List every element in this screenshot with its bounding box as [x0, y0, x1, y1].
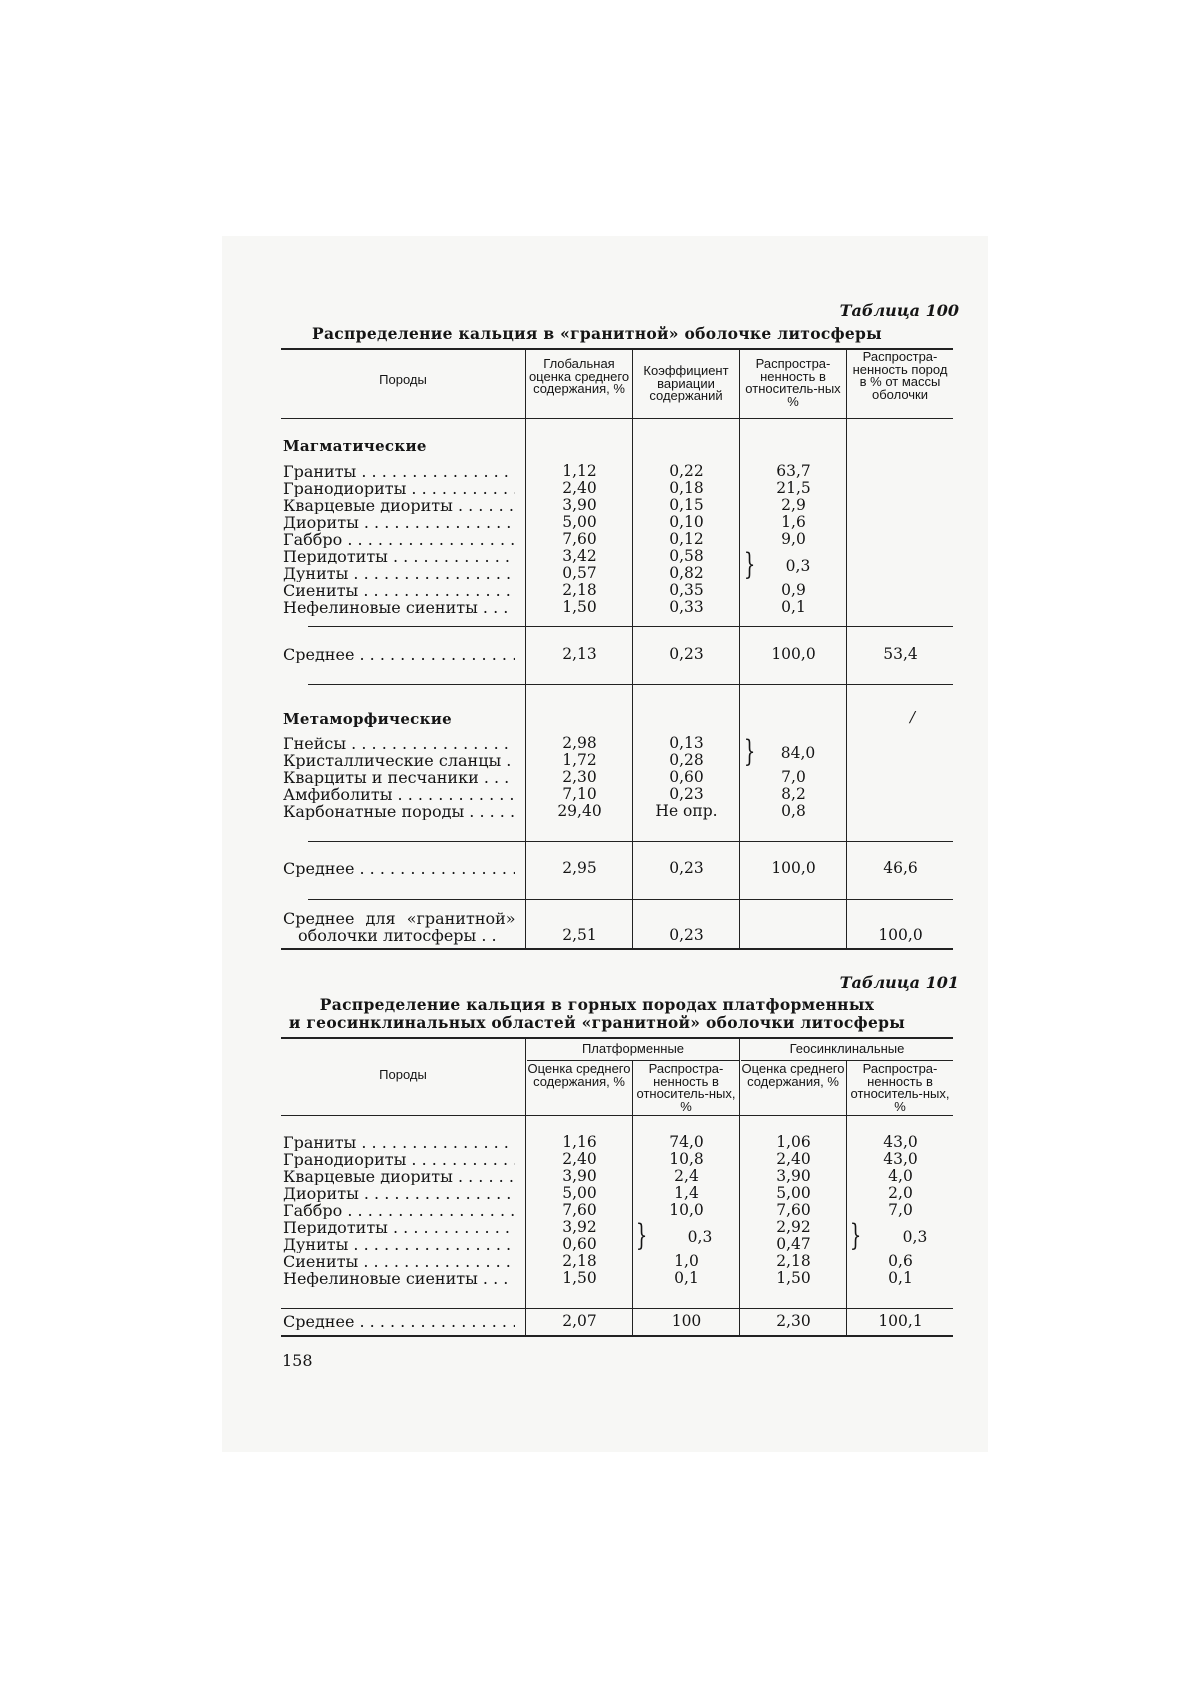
table-row — [283, 735, 953, 752]
global-value: 7,60 — [562, 530, 597, 548]
geosyn-abundance: 7,0 — [888, 1201, 913, 1219]
geosyn-estimate: 7,60 — [776, 1201, 811, 1219]
header-mass-abundance: Распростра-ненность пород в % от массы оболочки — [852, 349, 948, 402]
geosyn-abundance: 43,0 — [883, 1133, 918, 1151]
header-platform-estimate: Оценка среднего содержания, % — [527, 1061, 631, 1089]
platform-abundance: 2,4 — [674, 1167, 699, 1185]
coef-value: 0,82 — [669, 564, 704, 582]
table-100-number: Таблица 100 — [839, 301, 959, 320]
table-row — [283, 803, 953, 820]
average-label: Среднее . . . — [283, 1313, 515, 1330]
brace-icon: } — [849, 1218, 862, 1253]
rel-value: 0,8 — [781, 802, 806, 820]
rock-name: Граниты . . . — [283, 463, 515, 480]
rock-name: Дуниты . . . — [283, 1236, 515, 1253]
global-value: 5,00 — [562, 513, 597, 531]
group-title-magmatic: Магматические — [283, 437, 427, 455]
table-101-title-line1: Распределение кальция в горных породах платформенных — [319, 995, 875, 1014]
coef-value: 0,18 — [669, 479, 704, 497]
geosyn-abundance: 0,6 — [888, 1252, 913, 1270]
rel-value: 2,9 — [781, 496, 806, 514]
geosyn-estimate: 2,18 — [776, 1252, 811, 1270]
coef-value: 0,15 — [669, 496, 704, 514]
brace-value: 0,3 — [785, 557, 811, 575]
geosyn-abundance: 2,0 — [888, 1184, 913, 1202]
coef-value: 0,22 — [669, 462, 704, 480]
platform-estimate: 5,00 — [562, 1184, 597, 1202]
header-rocks: Породы — [379, 372, 427, 387]
brace-value: 84,0 — [780, 744, 816, 762]
rel-value: 9,0 — [781, 530, 806, 548]
rel-value: 63,7 — [776, 462, 811, 480]
total-label-line1: Среднее для «гранитной» — [283, 909, 516, 928]
global-value: 1,12 — [562, 462, 597, 480]
rock-name: Перидотиты . . . — [283, 1219, 515, 1236]
platform-estimate: 2,40 — [562, 1150, 597, 1168]
platform-abundance: 10,8 — [669, 1150, 704, 1168]
platform-abundance: 100 — [671, 1312, 702, 1330]
table-row — [283, 565, 953, 582]
global-value: 7,10 — [562, 785, 597, 803]
global-value: 29,40 — [557, 802, 602, 820]
brace-icon: } — [743, 734, 756, 769]
page-number: 158 — [282, 1351, 313, 1370]
rel-value: 1,6 — [781, 513, 806, 531]
geosyn-abundance: 0,1 — [888, 1269, 913, 1287]
platform-estimate: 3,92 — [562, 1218, 597, 1236]
coef-value: 0,35 — [669, 581, 704, 599]
platform-abundance: 1,0 — [674, 1252, 699, 1270]
table-row — [283, 599, 953, 616]
table-row — [283, 514, 953, 531]
platform-estimate: 2,07 — [562, 1312, 597, 1330]
rock-name: Сиениты . . . — [283, 582, 515, 599]
rock-name: Кварциты и песчаники . . . — [283, 769, 515, 786]
table-row — [283, 786, 953, 803]
geosyn-estimate: 0,47 — [776, 1235, 811, 1253]
platform-estimate: 7,60 — [562, 1201, 597, 1219]
rock-name: Сиениты . . . — [283, 1253, 515, 1270]
global-value: 2,18 — [562, 581, 597, 599]
coef-value: 0,12 — [669, 530, 704, 548]
platform-estimate: 1,16 — [562, 1133, 597, 1151]
table-row — [283, 548, 953, 565]
header-relative-abundance: Распростра-ненность в относитель-ных % — [745, 356, 841, 409]
mass-value: 100,0 — [878, 926, 923, 944]
geosyn-abundance: 4,0 — [888, 1167, 913, 1185]
table-row-average — [283, 1313, 953, 1330]
rock-name: Дуниты . . . — [283, 565, 515, 582]
rock-name: Кварцевые диориты . . . — [283, 497, 515, 514]
rock-name: Кварцевые диориты . . . — [283, 1168, 515, 1185]
coef-value: 0,28 — [669, 751, 704, 769]
platform-estimate: 2,18 — [562, 1252, 597, 1270]
platform-estimate: 0,60 — [562, 1235, 597, 1253]
platform-abundance: 74,0 — [669, 1133, 704, 1151]
average-label: Среднее . . . — [283, 646, 515, 663]
header-geosyn-estimate: Оценка среднего содержания, % — [741, 1061, 845, 1089]
rock-name: Нефелиновые сиениты . . . — [283, 1270, 515, 1287]
coef-value: 0,33 — [669, 598, 704, 616]
rel-value: 21,5 — [776, 479, 811, 497]
rock-name: Перидотиты . . . — [283, 548, 515, 565]
header-global-estimate: Глобальная оценка среднего содержания, % — [528, 356, 630, 396]
global-value: 2,13 — [562, 645, 597, 663]
global-value: 2,30 — [562, 768, 597, 786]
geosyn-abundance: 100,1 — [878, 1312, 923, 1330]
geosyn-estimate: 2,92 — [776, 1218, 811, 1236]
rel-value: 0,1 — [781, 598, 806, 616]
platform-abundance: 10,0 — [669, 1201, 704, 1219]
table-100-title: Распределение кальция в «гранитной» оболочке литосферы — [312, 324, 882, 343]
table-row — [283, 1168, 953, 1185]
table-row — [283, 1202, 953, 1219]
geosyn-estimate: 2,40 — [776, 1150, 811, 1168]
header-rocks: Породы — [379, 1067, 427, 1082]
platform-abundance: 1,4 — [674, 1184, 699, 1202]
table-row — [283, 463, 953, 480]
table-101-number: Таблица 101 — [839, 973, 959, 992]
average-label: Среднее . . . — [283, 860, 515, 877]
rel-value: 100,0 — [771, 859, 816, 877]
platform-estimate: 3,90 — [562, 1167, 597, 1185]
geosyn-abundance: 43,0 — [883, 1150, 918, 1168]
table-row — [283, 480, 953, 497]
header-platform: Платформенные — [581, 1041, 685, 1056]
table-row — [283, 531, 953, 548]
coef-value: 0,23 — [669, 859, 704, 877]
table-row-total — [283, 927, 953, 944]
table-row — [283, 497, 953, 514]
coef-value: 0,10 — [669, 513, 704, 531]
table-row — [283, 1270, 953, 1287]
table-row — [283, 1134, 953, 1151]
geosyn-estimate: 3,90 — [776, 1167, 811, 1185]
table-row — [283, 769, 953, 786]
coef-value: 0,13 — [669, 734, 704, 752]
rock-name: Граниты . . . — [283, 1134, 515, 1151]
margin-mark: / — [910, 708, 916, 726]
geosyn-estimate: 1,06 — [776, 1133, 811, 1151]
mass-value: 53,4 — [883, 645, 918, 663]
rock-name: Амфиболиты . . . — [283, 786, 515, 803]
coef-value: Не опр. — [655, 802, 718, 820]
rock-name: Диориты . . . — [283, 514, 515, 531]
rock-name: Гранодиориты . . . — [283, 480, 515, 497]
brace-value-platform: 0,3 — [687, 1228, 713, 1246]
geosyn-estimate: 5,00 — [776, 1184, 811, 1202]
platform-abundance: 0,1 — [674, 1269, 699, 1287]
table-row-average — [283, 646, 953, 663]
geosyn-estimate: 2,30 — [776, 1312, 811, 1330]
rel-value: 0,9 — [781, 581, 806, 599]
geosyn-estimate: 1,50 — [776, 1269, 811, 1287]
table-row — [283, 752, 953, 769]
header-geosyn-abundance: Распростра-ненность в относитель-ных, % — [850, 1061, 950, 1114]
table-row — [283, 1151, 953, 1168]
table-row — [283, 1185, 953, 1202]
rel-value: 7,0 — [781, 768, 806, 786]
coef-value: 0,58 — [669, 547, 704, 565]
global-value: 2,40 — [562, 479, 597, 497]
rock-name: Карбонатные породы . . . — [283, 803, 515, 820]
global-value: 0,57 — [562, 564, 597, 582]
coef-value: 0,60 — [669, 768, 704, 786]
global-value: 2,95 — [562, 859, 597, 877]
rock-name: Габбро . . . — [283, 531, 515, 548]
rock-name: Габбро . . . — [283, 1202, 515, 1219]
rock-name: Диориты . . . — [283, 1185, 515, 1202]
header-geosynclinal: Геосинклинальные — [789, 1041, 905, 1056]
coef-value: 0,23 — [669, 645, 704, 663]
brace-value-geosyn: 0,3 — [902, 1228, 928, 1246]
coef-value: 0,23 — [669, 785, 704, 803]
global-value: 2,51 — [562, 926, 597, 944]
global-value: 1,72 — [562, 751, 597, 769]
table-row — [283, 582, 953, 599]
global-value: 3,90 — [562, 496, 597, 514]
platform-estimate: 1,50 — [562, 1269, 597, 1287]
brace-icon: } — [635, 1218, 648, 1253]
coef-value: 0,23 — [669, 926, 704, 944]
header-platform-abundance: Распростра-ненность в относитель-ных, % — [636, 1061, 736, 1114]
header-variation-coefficient: Коэффициент вариации содержаний — [643, 363, 729, 403]
rock-name: Гранодиориты . . . — [283, 1151, 515, 1168]
rock-name: Кристаллические сланцы . . . — [283, 752, 515, 769]
group-title-metamorphic: Метаморфические — [283, 710, 452, 728]
table-row — [283, 1253, 953, 1270]
rel-value: 100,0 — [771, 645, 816, 663]
brace-icon: } — [743, 547, 756, 582]
rel-value: 8,2 — [781, 785, 806, 803]
table-101-title-line2: и геосинклинальных областей «гранитной» оболочки литосферы — [288, 1013, 906, 1032]
table-row-average — [283, 860, 953, 877]
mass-value: 46,6 — [883, 859, 918, 877]
total-label-line2: оболочки литосферы . . — [298, 926, 497, 945]
rock-name: Нефелиновые сиениты . . . — [283, 599, 515, 616]
rock-name: Гнейсы . . . — [283, 735, 515, 752]
global-value: 3,42 — [562, 547, 597, 565]
global-value: 2,98 — [562, 734, 597, 752]
global-value: 1,50 — [562, 598, 597, 616]
